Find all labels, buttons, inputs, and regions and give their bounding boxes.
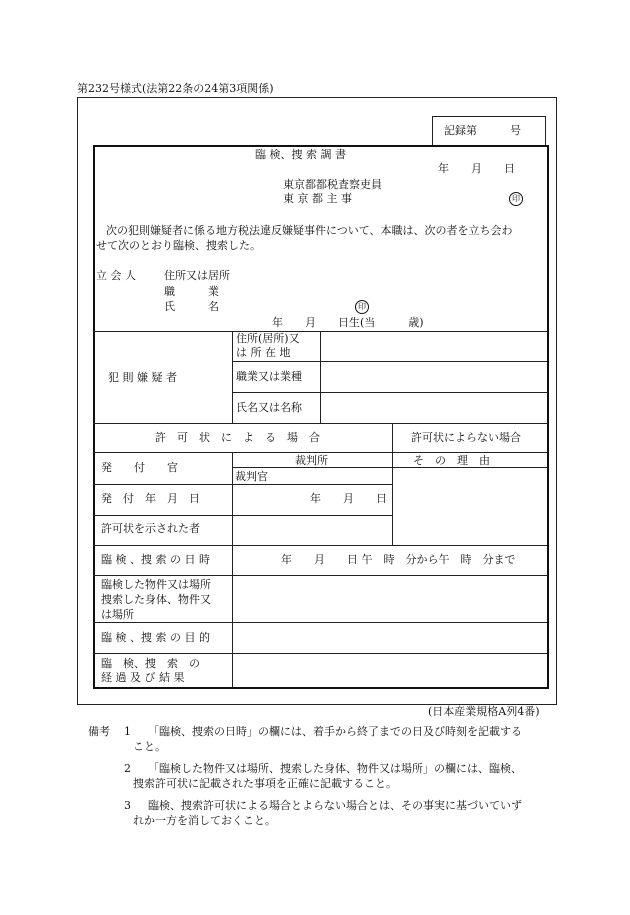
note-text: 捜索許可状に記載された事項を正確に記載すること。 — [133, 777, 397, 790]
form-date: 年 月 日 — [438, 162, 515, 175]
witness-name-label: 氏 名 — [164, 300, 219, 313]
note-text: 「臨検、捜索の日時」の欄には、着手から終了までの日及び時刻を記載する — [148, 725, 522, 738]
suspect-address-label-1: 住所(居所)又 — [236, 332, 300, 345]
vline-warrant-split — [392, 423, 393, 545]
rule-datetime-bottom — [93, 575, 547, 576]
paper-size-note: (日本産業規格A列4番) — [428, 705, 540, 718]
note-text: れか一方を消しておくこと。 — [133, 814, 276, 827]
datetime-label: 臨 検 、捜 索 の 日 時 — [101, 553, 210, 566]
vline-suspect-label — [232, 331, 233, 423]
witness-seal: 印 — [355, 300, 369, 314]
witness-label: 立 会 人 — [96, 269, 136, 282]
note-text: こと。 — [133, 740, 166, 753]
rule-suspect-2 — [232, 392, 547, 393]
suspect-occupation-label: 職業又は業種 — [236, 370, 302, 383]
suspect-address-label-2: は 所 在 地 — [236, 346, 291, 359]
officer-title: 東京都都税査察吏員 — [283, 178, 382, 191]
rule-warrant-top — [93, 423, 547, 424]
issue-date-label: 発 付 年 月 日 — [101, 492, 200, 505]
note-number: 2 — [124, 762, 131, 775]
rule-object-bottom — [93, 622, 547, 623]
witness-birth-line: 年 月 日生(当 歳) — [272, 316, 424, 329]
note-number: 1 — [124, 725, 131, 738]
witness-occupation-label: 職 業 — [164, 285, 219, 298]
officer-name: 東 京 都 主 事 — [283, 192, 352, 205]
no-warrant-header: 許可状によらない場合 — [411, 431, 521, 444]
rule-issue-date-bottom — [93, 515, 392, 516]
intro-text-line1: 次の犯則嫌疑者に係る地方税法違反嫌疑事件について、本職は、次の者を立ち会わ — [106, 224, 513, 237]
rule-shown-bottom — [93, 545, 547, 546]
object-label-line2: 捜索した身体、物件又 — [101, 593, 211, 606]
object-label-line3: は場所 — [101, 608, 134, 621]
form-caption: 第232号様式(法第22条の24第3項関係) — [77, 82, 274, 95]
note-number: 3 — [124, 799, 131, 812]
notes-heading: 備考 — [88, 725, 110, 738]
vline-suspect-field — [320, 331, 321, 423]
warrant-case-header: 許 可 状 に よ る 場 合 — [155, 431, 320, 444]
suspect-name-label: 氏名又は名称 — [236, 401, 302, 414]
witness-address-label: 住所又は居所 — [164, 269, 230, 282]
result-label-line2: 経 過 及 び 結 果 — [101, 671, 185, 684]
record-number-label: 記録第 号 — [444, 124, 521, 137]
result-label-line1: 臨 検、捜 索 の — [101, 657, 200, 670]
note-text: 「臨検した物件又は場所、捜索した身体、物件又は場所」の欄には、臨検、 — [148, 762, 522, 775]
rule-warrant-header — [93, 452, 547, 453]
vline-left-labels — [232, 452, 233, 687]
officer-seal: 印 — [509, 192, 523, 206]
note-text: 臨検、捜索許可状による場合とよらない場合とは、その事実に基づいていず — [148, 799, 522, 812]
intro-text-line2: せて次のとおり臨検、捜索した。 — [96, 239, 261, 252]
rule-purpose-bottom — [93, 653, 547, 654]
rule-issuer-bottom — [93, 484, 392, 485]
datetime-value: 年 月 日 午 時 分から午 時 分まで — [281, 553, 516, 566]
shown-to-label: 許可状を示された者 — [101, 522, 200, 535]
court-label: 裁判所 — [295, 454, 328, 467]
reason-label: そ の 理 由 — [413, 454, 490, 467]
suspect-label: 犯 則 嫌 疑 者 — [108, 371, 177, 384]
object-label-line1: 臨検した物件又は場所 — [101, 578, 211, 591]
form-title: 臨 検、捜 索 調 書 — [255, 148, 346, 161]
issue-date-value: 年 月 日 — [310, 492, 387, 505]
purpose-label: 臨 検 、捜 索 の 目 的 — [101, 631, 210, 644]
issuer-label: 発 付 官 — [101, 461, 178, 474]
judge-label: 裁判官 — [235, 470, 268, 483]
rule-suspect-1 — [232, 361, 547, 362]
